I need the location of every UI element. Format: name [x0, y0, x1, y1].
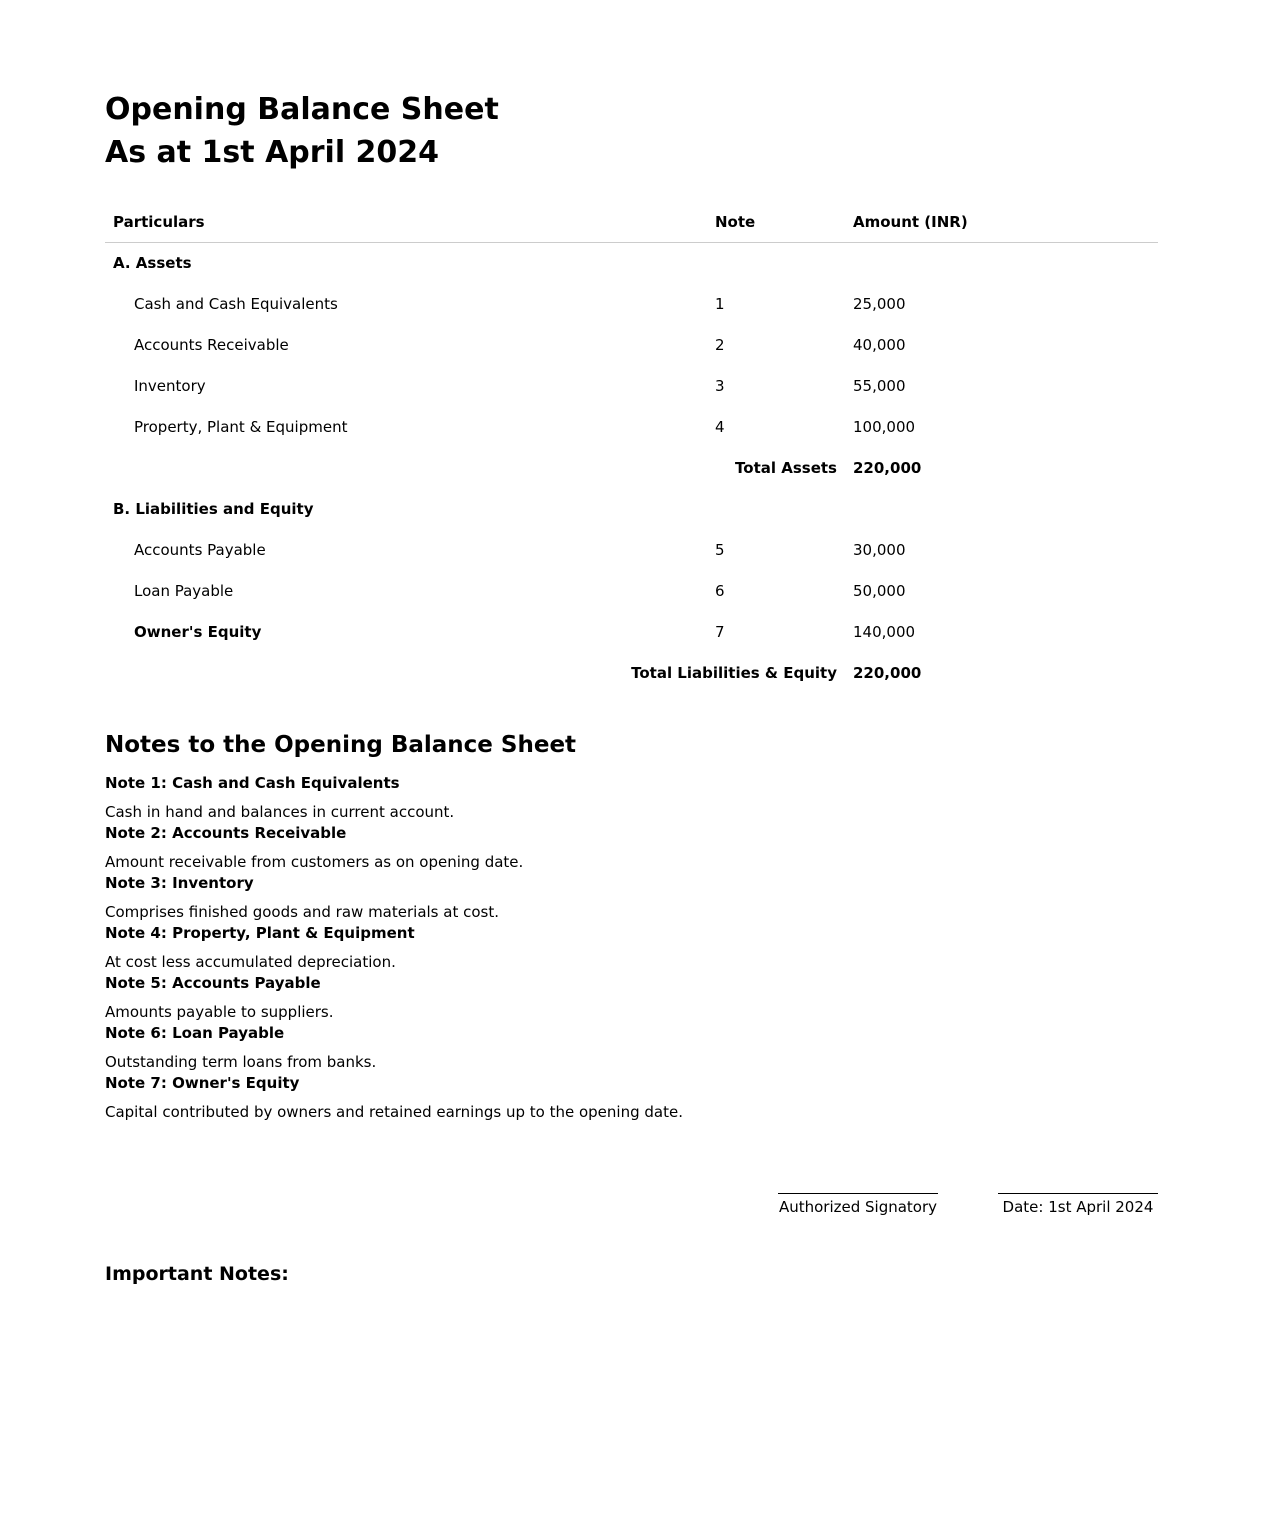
- note-text: Amounts payable to suppliers.: [105, 1003, 334, 1021]
- section-heading-assets: A. Assets: [113, 253, 192, 272]
- table-row: [105, 406, 1158, 447]
- note-heading: Note 1: Cash and Cash Equivalents: [105, 774, 400, 792]
- section-heading-liabilities: B. Liabilities and Equity: [113, 499, 314, 518]
- date-line: Date: 1st April 2024: [998, 1193, 1158, 1217]
- row-amount: 50,000: [853, 581, 906, 600]
- section-row-liabilities: [105, 488, 1158, 529]
- row-label: Accounts Payable: [134, 540, 266, 559]
- note-heading: Note 5: Accounts Payable: [105, 974, 321, 992]
- row-label: Owner's Equity: [134, 622, 262, 641]
- row-amount: 40,000: [853, 335, 906, 354]
- row-note: 5: [715, 540, 725, 559]
- row-amount: 140,000: [853, 622, 916, 641]
- table-header-row: [105, 202, 1158, 242]
- row-note: 4: [715, 417, 725, 436]
- page-title: [105, 88, 1158, 174]
- table-row: [105, 611, 1158, 652]
- note-text: Outstanding term loans from banks.: [105, 1053, 377, 1071]
- note-text: Cash in hand and balances in current account.: [105, 803, 455, 821]
- note-heading: Note 7: Owner's Equity: [105, 1074, 300, 1092]
- total-liabilities-row: [105, 652, 1158, 693]
- signature-block: [105, 1193, 1158, 1217]
- header-amount: Amount (INR): [845, 202, 1158, 242]
- row-amount: 25,000: [853, 294, 906, 313]
- title-line-2: As at 1st April 2024: [105, 135, 440, 170]
- note-text: At cost less accumulated depreciation.: [105, 953, 396, 971]
- note-text: Capital contributed by owners and retained earnings up to the opening date.: [105, 1103, 683, 1121]
- row-note: 6: [715, 581, 725, 600]
- row-label: Loan Payable: [134, 581, 234, 600]
- title-line-1: Opening Balance Sheet: [105, 92, 499, 127]
- row-note: 7: [715, 622, 725, 641]
- header-particulars: Particulars: [105, 202, 707, 242]
- row-amount: 55,000: [853, 376, 906, 395]
- header-note: Note: [707, 202, 845, 242]
- total-assets-value: 220,000: [853, 458, 922, 477]
- row-note: 3: [715, 376, 725, 395]
- total-assets-label: Total Assets: [735, 458, 837, 477]
- note-heading: Note 2: Accounts Receivable: [105, 824, 347, 842]
- row-amount: 100,000: [853, 417, 916, 436]
- total-liabilities-value: 220,000: [853, 663, 922, 682]
- note-heading: Note 6: Loan Payable: [105, 1024, 285, 1042]
- total-liabilities-label: Total Liabilities & Equity: [631, 663, 837, 682]
- notes-title: Notes to the Opening Balance Sheet: [105, 732, 577, 758]
- row-note: 1: [715, 294, 725, 313]
- table-row: [105, 283, 1158, 324]
- row-label: Property, Plant & Equipment: [134, 417, 348, 436]
- document-page: [105, 88, 1158, 1287]
- total-assets-row: [105, 447, 1158, 488]
- notes-list: [105, 773, 1158, 1123]
- table-row: [105, 324, 1158, 365]
- note-heading: Note 4: Property, Plant & Equipment: [105, 924, 415, 942]
- important-notes-title: Important Notes:: [105, 1263, 289, 1285]
- row-amount: 30,000: [853, 540, 906, 559]
- authorized-signatory-line: Authorized Signatory: [778, 1193, 938, 1217]
- section-row-assets: [105, 242, 1158, 283]
- note-text: Comprises finished goods and raw materials at cost.: [105, 903, 499, 921]
- row-label: Accounts Receivable: [134, 335, 289, 354]
- note-text: Amount receivable from customers as on opening date.: [105, 853, 524, 871]
- balance-sheet-table: [105, 202, 1158, 693]
- row-note: 2: [715, 335, 725, 354]
- table-row: [105, 529, 1158, 570]
- note-heading: Note 3: Inventory: [105, 874, 254, 892]
- row-label: Inventory: [134, 376, 206, 395]
- table-row: [105, 570, 1158, 611]
- table-row: [105, 365, 1158, 406]
- row-label: Cash and Cash Equivalents: [134, 294, 338, 313]
